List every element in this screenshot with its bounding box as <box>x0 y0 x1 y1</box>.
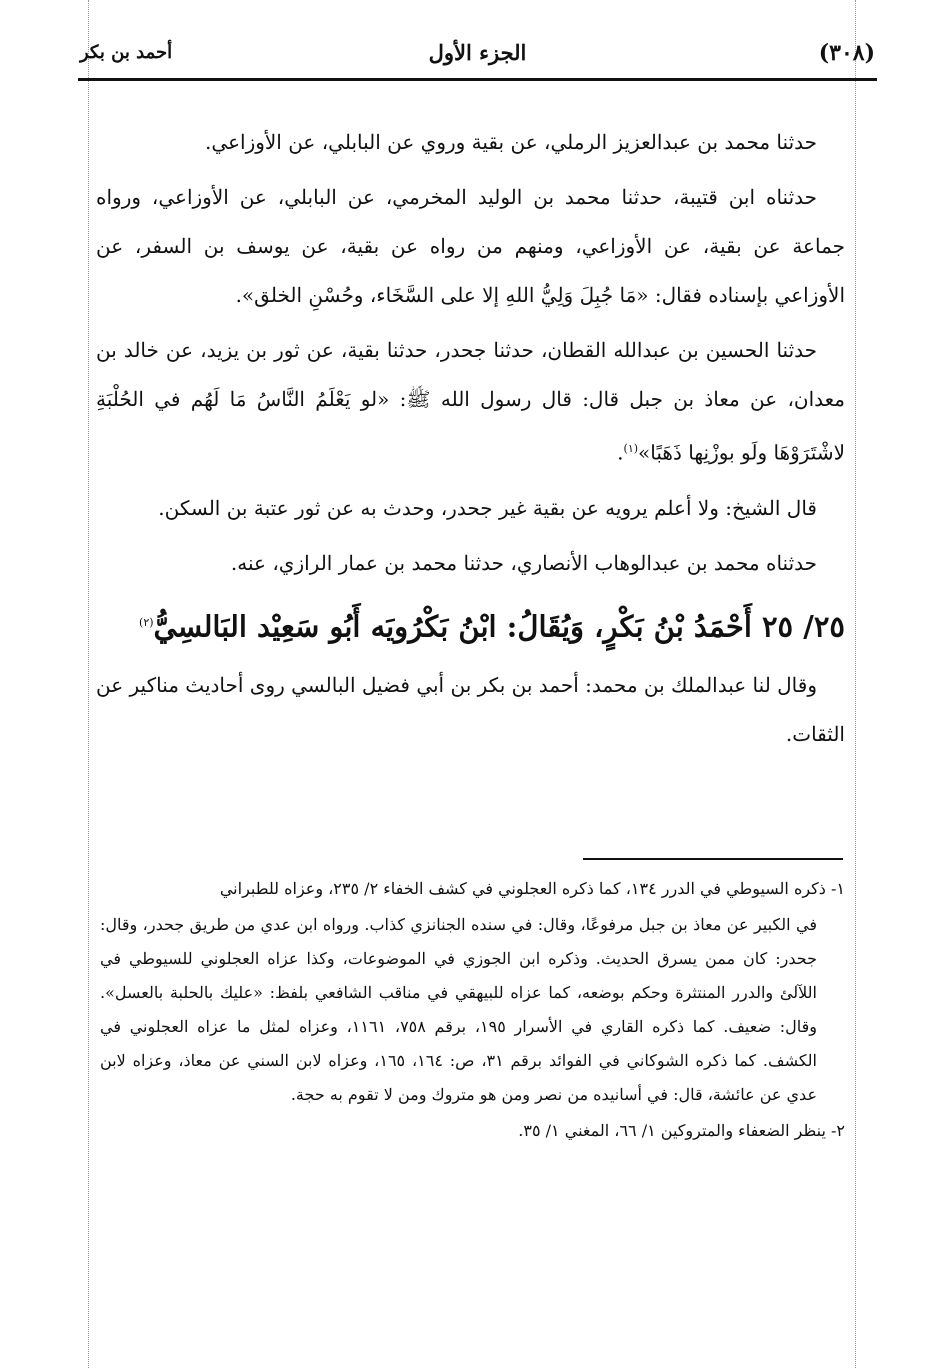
footnotes <box>100 872 845 1150</box>
footnote-1-continued: في الكبير عن معاذ بن جبل مرفوعًا، وقال: في سنده الجنانزي كذاب. ورواه ابن عدي من طريق جحدر، وقال: جحدر: كان ممن يسرق الحديث. وذكره ابن الجوزي في الموضوعات، وكذا عزاه العجلوني للسيوطي في اللآلئ والدرر المنتثرة وحكم بوضعه، كما عزاه للبيهقي في مناقب الشافعي بلفظ: «عليك بالحلبة بالعسل». وقال: ضعيف. كما ذكره القاري في الأسرار ١٩٥، برقم ٧٥٨، ١١٦١، وعزاه لمثل ما عزاه العجلوني في الكشف. كما ذكره الشوكاني في الفوائد برقم ٣١، ص: ١٦٤، ١٦٥، وعزاه لابن السني عن معاذ، وعزاه لابن عدي عن عائشة، قال: في أسانيده من نصر ومن هو متروك ومن لا تقوم به حجة. <box>100 915 818 1104</box>
page-number: (٣٠٨) <box>818 40 875 66</box>
entry-title <box>96 594 845 656</box>
entry-title-text: ٢٥/ ٢٥ أَحْمَدُ بْنُ بَكْرٍ، وَيُقَالُ: ابْنُ بَكْرُويَه أَبُو سَعِيْد البَالسِيُّ <box>153 609 845 644</box>
paragraph-5: حدثناه محمد بن عبدالوهاب الأنصاري، حدثنا محمد بن عمار الرازي، عنه. <box>230 550 817 575</box>
page-header <box>80 40 875 82</box>
guide-line-right <box>855 0 856 1368</box>
main-text <box>96 118 845 765</box>
footnote-ref-1: (١) <box>623 442 639 455</box>
paragraph-3: حدثنا الحسين بن عبدالله القطان، حدثنا جحدر، حدثنا بقية، عن ثور بن يزيد، عن خالد بن معدان، عن معاذ بن جبل قال: قال رسول الله ﷺ: «لو يَعْلَمُ النَّاسُ مَا لَهُم في الحُلْبَةِ لاشْتَرَوْهَا ولَو بوزْنِها ذَهَبًا»$^{(١)}$. <box>96 338 845 465</box>
footnote-1: ١- ذكره السيوطي في الدرر ١٣٤، كما ذكره العجلوني في كشف الخفاء ٢/ ٢٣٥، وعزاه للطبراني <box>219 879 845 898</box>
paragraph-3-text: حدثنا الحسين بن عبدالله القطان، حدثنا جحدر، حدثنا بقية، عن ثور بن يزيد، عن خالد بن معدان، عن معاذ بن جبل قال: قال رسول الله ﷺ: «لو يَعْلَمُ النَّاسُ مَا لَهُم في الحُلْبَةِ لاشْتَرَوْهَا ولَو بوزْنِها ذَهَبًا» <box>96 338 845 465</box>
footnote-rule <box>583 858 843 860</box>
paragraph-6: وقال لنا عبدالملك بن محمد: أحمد بن بكر بن أبي فضيل البالسي روى أحاديث مناكير عن الثقات. <box>96 673 845 747</box>
paragraph-4: قال الشيخ: ولا أعلم يرويه عن بقية غير جحدر، وحدث به عن ثور عتبة بن السكن. <box>158 495 817 520</box>
paragraph-1: حدثنا محمد بن عبدالعزيز الرملي، عن بقية وروي عن البابلي، عن الأوزاعي. <box>205 130 817 154</box>
footnote-2: ٢- ينظر الضعفاء والمتروكين ١/ ٦٦، المغني ١/ ٣٥. <box>518 1121 845 1140</box>
header-rule <box>78 78 877 81</box>
volume-label: الجزء الأول <box>428 40 527 65</box>
paragraph-2: حدثناه ابن قتيبة، حدثنا محمد بن الوليد المخرمي، عن البابلي، عن الأوزاعي، ورواه جماعة عن بقية، عن الأوزاعي، ومنهم من رواه عن بقية، عن يوسف بن السفر، عن الأوزاعي بإسناده فقال: «مَا جُبِلَ وَلِيُّ اللهِ إلا على السَّخَاء، وحُسْنِ الخلق». <box>96 185 845 307</box>
running-title: أحمد بن بكر <box>80 42 173 63</box>
guide-line-left <box>88 0 89 1368</box>
footnote-ref-2: (٢) <box>139 615 154 629</box>
